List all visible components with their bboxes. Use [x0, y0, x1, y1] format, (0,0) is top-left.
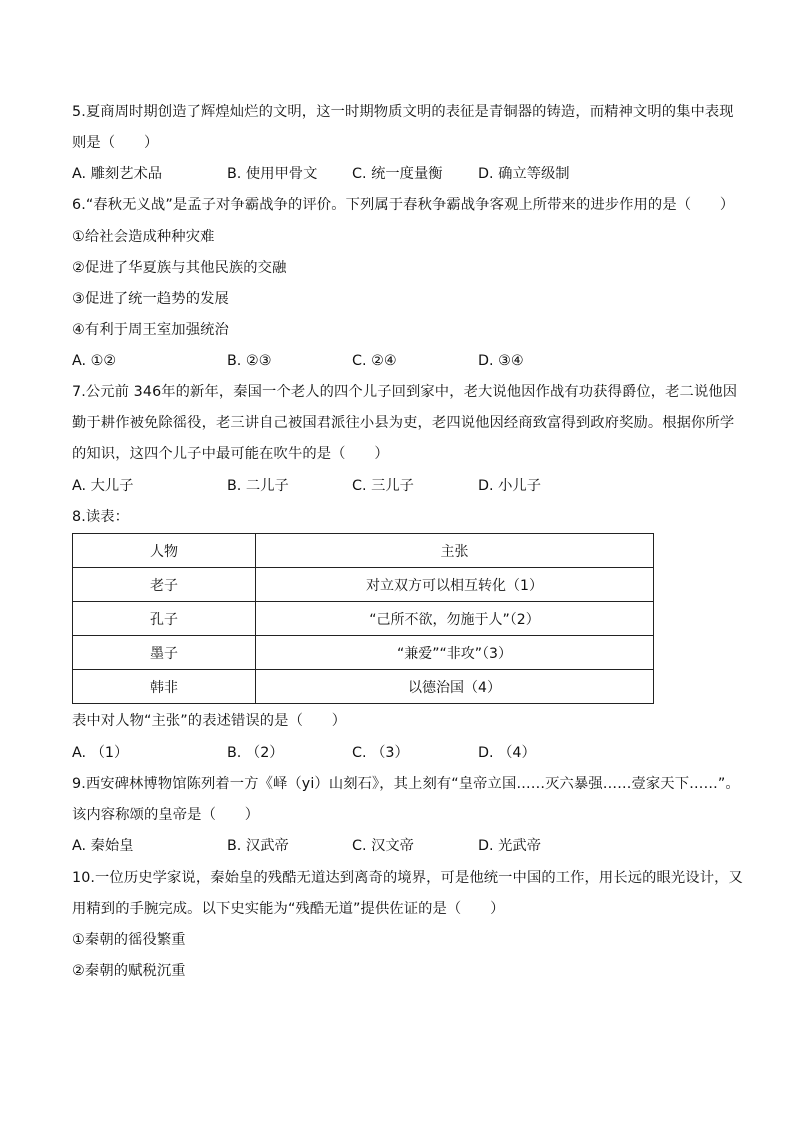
q5-stem-line2: 则是（ ）	[72, 135, 159, 151]
q10-stem-line2: 用精到的手腕完成。以下史实能为“残酷无道”提供佐证的是（ ）	[72, 901, 505, 917]
q6-option-b: B. ②③	[227, 353, 272, 369]
table-header-claim: 主张	[256, 534, 654, 568]
q9-options	[72, 836, 712, 856]
q6-item-4: ④有利于周王室加强统治	[72, 322, 229, 338]
q10-stem-line1: 10.一位历史学家说，秦始皇的残酷无道达到离奇的境界，可是他统一中国的工作，用长远的眼光设计，又	[72, 870, 743, 886]
table-cell-claim: 以德治国（4）	[256, 670, 654, 704]
q8-option-a: A. （1）	[72, 745, 129, 761]
q6-item-3: ③促进了统一趋势的发展	[72, 291, 229, 307]
table-row	[73, 568, 654, 602]
q5-stem-line1: 5.夏商周时期创造了辉煌灿烂的文明，这一时期物质文明的表征是青铜器的铸造，而精神文明的集中表现	[72, 104, 734, 120]
q9-option-d: D. 光武帝	[478, 838, 541, 854]
q9-option-b: B. 汉武帝	[227, 838, 289, 854]
q8-table	[72, 533, 654, 704]
q10-item-2: ②秦朝的赋税沉重	[72, 963, 186, 979]
table-header-person: 人物	[73, 534, 256, 568]
q6-option-a: A. ①②	[72, 353, 117, 369]
q8-option-b: B. （2）	[227, 745, 284, 761]
q6-option-c: C. ②④	[352, 353, 397, 369]
q9-option-c: C. 汉文帝	[352, 838, 414, 854]
table-row	[73, 636, 654, 670]
table-row	[73, 602, 654, 636]
q8-question: 表中对人物“主张”的表述错误的是（ ）	[72, 713, 347, 729]
q7-options	[72, 476, 712, 496]
q7-option-d: D. 小儿子	[478, 478, 541, 494]
table-cell-person: 老子	[73, 568, 256, 602]
table-cell-person: 孔子	[73, 602, 256, 636]
q8-option-d: D. （4）	[478, 745, 536, 761]
q8-options	[72, 743, 712, 763]
q5-option-b: B. 使用甲骨文	[227, 166, 318, 182]
table-cell-person: 墨子	[73, 636, 256, 670]
q10-item-1: ①秦朝的徭役繁重	[72, 932, 186, 948]
q6-options	[72, 351, 712, 371]
q6-option-d: D. ③④	[478, 353, 524, 369]
table-cell-person: 韩非	[73, 670, 256, 704]
q6-item-1: ①给社会造成种种灾难	[72, 229, 215, 245]
q5-options	[72, 164, 712, 184]
q5-option-c: C. 统一度量衡	[352, 166, 443, 182]
q7-option-c: C. 三儿子	[352, 478, 414, 494]
q7-stem-line2: 勤于耕作被免除徭役，老三讲自己被国君派往小县为吏，老四说他因经商致富得到政府奖励。根据你所学	[72, 415, 735, 431]
q7-option-b: B. 二儿子	[227, 478, 289, 494]
q8-option-c: C. （3）	[352, 745, 409, 761]
q7-stem-line3: 的知识，这四个儿子中最可能在吹牛的是（ ）	[72, 446, 389, 462]
q6-item-2: ②促进了华夏族与其他民族的交融	[72, 260, 287, 276]
table-row	[73, 670, 654, 704]
q7-stem-line1: 7.公元前 346年的新年，秦国一个老人的四个儿子回到家中，老大说他因作战有功获得爵位，老二说他因	[72, 384, 738, 400]
q5-option-a: A. 雕刻艺术品	[72, 166, 163, 182]
q5-option-d: D. 确立等级制	[478, 166, 570, 182]
table-cell-claim: 对立双方可以相互转化（1）	[256, 568, 654, 602]
table-header-row	[73, 534, 654, 568]
table-cell-claim: “兼爱”“非攻”（3）	[256, 636, 654, 670]
q7-option-a: A. 大儿子	[72, 478, 134, 494]
q6-stem-line1: 6.“春秋无义战”是孟子对争霸战争的评价。下列属于春秋争霸战争客观上所带来的进步作用的是（ ）	[72, 197, 735, 213]
q8-intro: 8.读表：	[72, 509, 130, 525]
table-cell-claim: “己所不欲，勿施于人”（2）	[256, 602, 654, 636]
q9-stem-line2: 该内容称颂的皇帝是（ ）	[72, 807, 260, 823]
q9-option-a: A. 秦始皇	[72, 838, 134, 854]
q9-stem-line1: 9.西安碑林博物馆陈列着一方《峄（yi）山刻石》，其上刻有“皇帝立国……灭六暴强……壹家天下……”。	[72, 776, 740, 792]
